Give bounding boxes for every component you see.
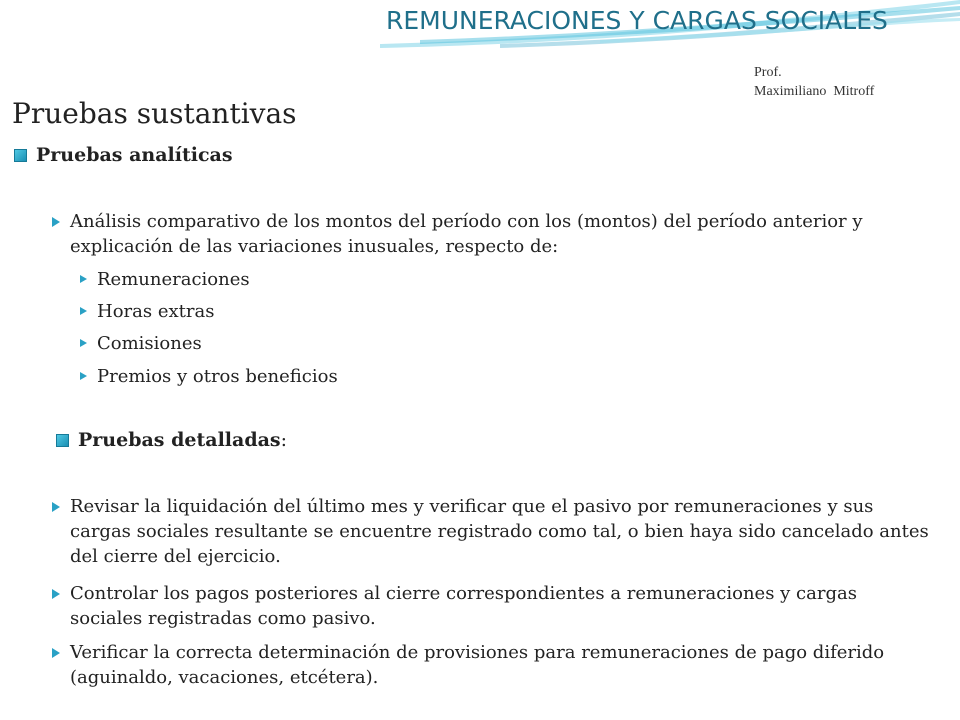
author-line-1: Prof. xyxy=(754,65,782,80)
arrow-bullet-icon xyxy=(80,372,87,380)
arrow-bullet-icon xyxy=(52,217,60,227)
detalladas-item-text: Revisar la liquidación del último mes y verificar que el pasivo por remuneraciones y sus cargas sociales resultante se encuentre registrado como tal, o bien haya sido cancelado antes del cierre del ejercicio. xyxy=(70,496,929,567)
analiticas-subitem xyxy=(80,364,338,389)
arrow-bullet-icon xyxy=(80,275,87,283)
arrow-bullet-icon xyxy=(52,589,60,599)
arrow-bullet-icon xyxy=(80,339,87,347)
arrow-bullet-icon xyxy=(52,648,60,658)
subitem-text: Premios y otros beneficios xyxy=(97,366,338,387)
pruebas-detalladas-suffix: : xyxy=(280,429,288,451)
checkbox-bullet-icon xyxy=(14,149,27,162)
subitem-text: Remuneraciones xyxy=(97,269,250,290)
analiticas-item-text: Análisis comparativo de los montos del período con los (montos) del período anterior y explicación de las variaciones inusuales, respecto de: xyxy=(70,211,863,257)
arrow-bullet-icon xyxy=(80,307,87,315)
detalladas-item-text: Verificar la correcta determinación de provisiones para remuneraciones de pago diferido (aguinaldo, vacaciones, etcétera). xyxy=(70,642,885,688)
pruebas-detalladas-label: Pruebas detalladas xyxy=(78,429,281,451)
detalladas-item-text: Controlar los pagos posteriores al cierre correspondientes a remuneraciones y cargas sociales registradas como pasivo. xyxy=(70,583,857,629)
detalladas-item xyxy=(52,494,932,569)
author-line-2: Maximiliano Mitroff xyxy=(754,84,875,99)
subitem-text: Comisiones xyxy=(97,333,202,354)
pruebas-analiticas xyxy=(14,144,233,166)
slide-title: REMUNERACIONES Y CARGAS SOCIALES xyxy=(386,6,888,35)
analiticas-item xyxy=(52,209,932,259)
subitem-text: Horas extras xyxy=(97,301,215,322)
arrow-bullet-icon xyxy=(52,502,60,512)
analiticas-subitem xyxy=(80,331,202,356)
section-heading: Pruebas sustantivas xyxy=(12,97,297,130)
analiticas-subitem xyxy=(80,267,250,292)
analiticas-subitem xyxy=(80,299,214,324)
detalladas-item xyxy=(52,581,932,631)
checkbox-bullet-icon xyxy=(56,434,69,447)
detalladas-item xyxy=(52,640,932,690)
author xyxy=(754,63,874,101)
pruebas-detalladas xyxy=(56,429,287,451)
pruebas-analiticas-label: Pruebas analíticas xyxy=(36,144,233,166)
